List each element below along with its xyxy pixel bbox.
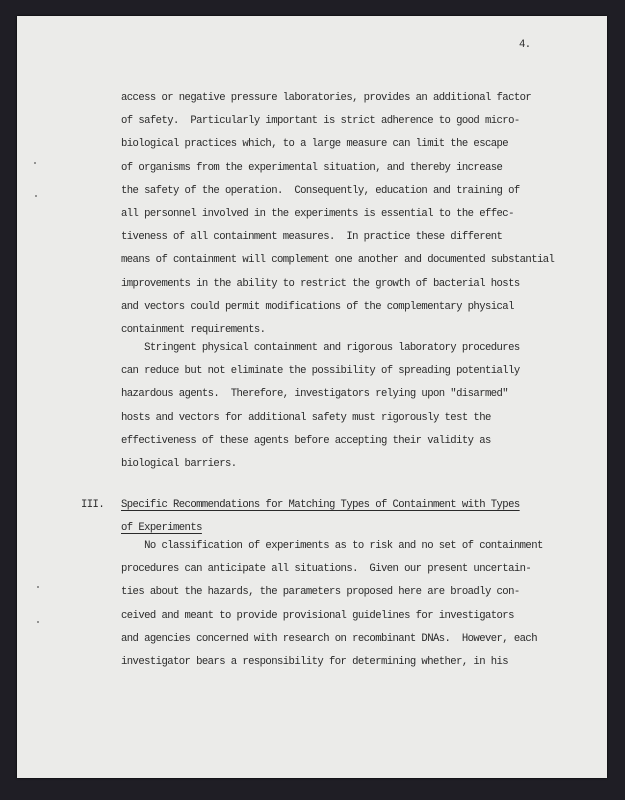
paragraph-3-line: and agencies concerned with research on recombinant DNAs. However, each xyxy=(121,632,537,645)
paragraph-1-line: all personnel involved in the experiments is essential to the effec- xyxy=(121,208,514,220)
scan-speck xyxy=(37,586,39,588)
scan-speck xyxy=(35,195,37,197)
paragraph-3-line: procedures can anticipate all situations. Given our present uncertain- xyxy=(121,563,532,576)
paragraph-2-line: hazardous agents. Therefore, investigators relying upon "disarmed" xyxy=(121,388,509,401)
paragraph-1-line: means of containment will complement one another and documented substantial xyxy=(121,254,555,267)
paragraph-3-line: ceived and meant to provide provisional guidelines for investigators xyxy=(121,609,514,622)
paragraph-3-line: No classification of experiments as to risk and no set of containment xyxy=(121,540,543,552)
section-number: III. xyxy=(81,499,105,511)
paragraph-1-line: improvements in the ability to restrict the growth of bacterial hosts xyxy=(121,277,520,290)
paragraph-3-line: ties about the hazards, the parameters proposed here are broadly con- xyxy=(121,586,520,599)
section-heading-line: of Experiments xyxy=(121,522,202,535)
paragraph-2-line: Stringent physical containment and rigorous laboratory procedures xyxy=(121,342,520,354)
paragraph-1-line: access or negative pressure laboratories, provides an additional factor xyxy=(121,92,532,104)
page-number: 4. xyxy=(519,39,531,51)
scan-speck xyxy=(34,162,36,164)
paragraph-1-line: containment requirements. xyxy=(121,324,266,336)
paragraph-2-line: effectiveness of these agents before accepting their validity as xyxy=(121,434,491,447)
paragraph-2-line: hosts and vectors for additional safety must rigorously test the xyxy=(121,411,491,424)
scan-speck xyxy=(37,621,39,623)
paragraph-1-line: and vectors could permit modifications of the complementary physical xyxy=(121,300,514,313)
paragraph-1-line: tiveness of all containment measures. In practice these different xyxy=(121,231,503,244)
paragraph-2-line: can reduce but not eliminate the possibility of spreading potentially xyxy=(121,365,520,378)
paragraph-1-line: of safety. Particularly important is strict adherence to good micro- xyxy=(121,115,520,128)
paragraph-2-line: biological barriers. xyxy=(121,458,237,470)
paragraph-1-line: biological practices which, to a large measure can limit the escape xyxy=(121,138,509,151)
paragraph-1-line: the safety of the operation. Consequently, education and training of xyxy=(121,184,520,197)
section-heading-line: Specific Recommendations for Matching Types of Containment with Types xyxy=(121,499,520,511)
paragraph-1-line: of organisms from the experimental situation, and thereby increase xyxy=(121,161,503,174)
paragraph-3-line: investigator bears a responsibility for determining whether, in his xyxy=(121,656,509,668)
